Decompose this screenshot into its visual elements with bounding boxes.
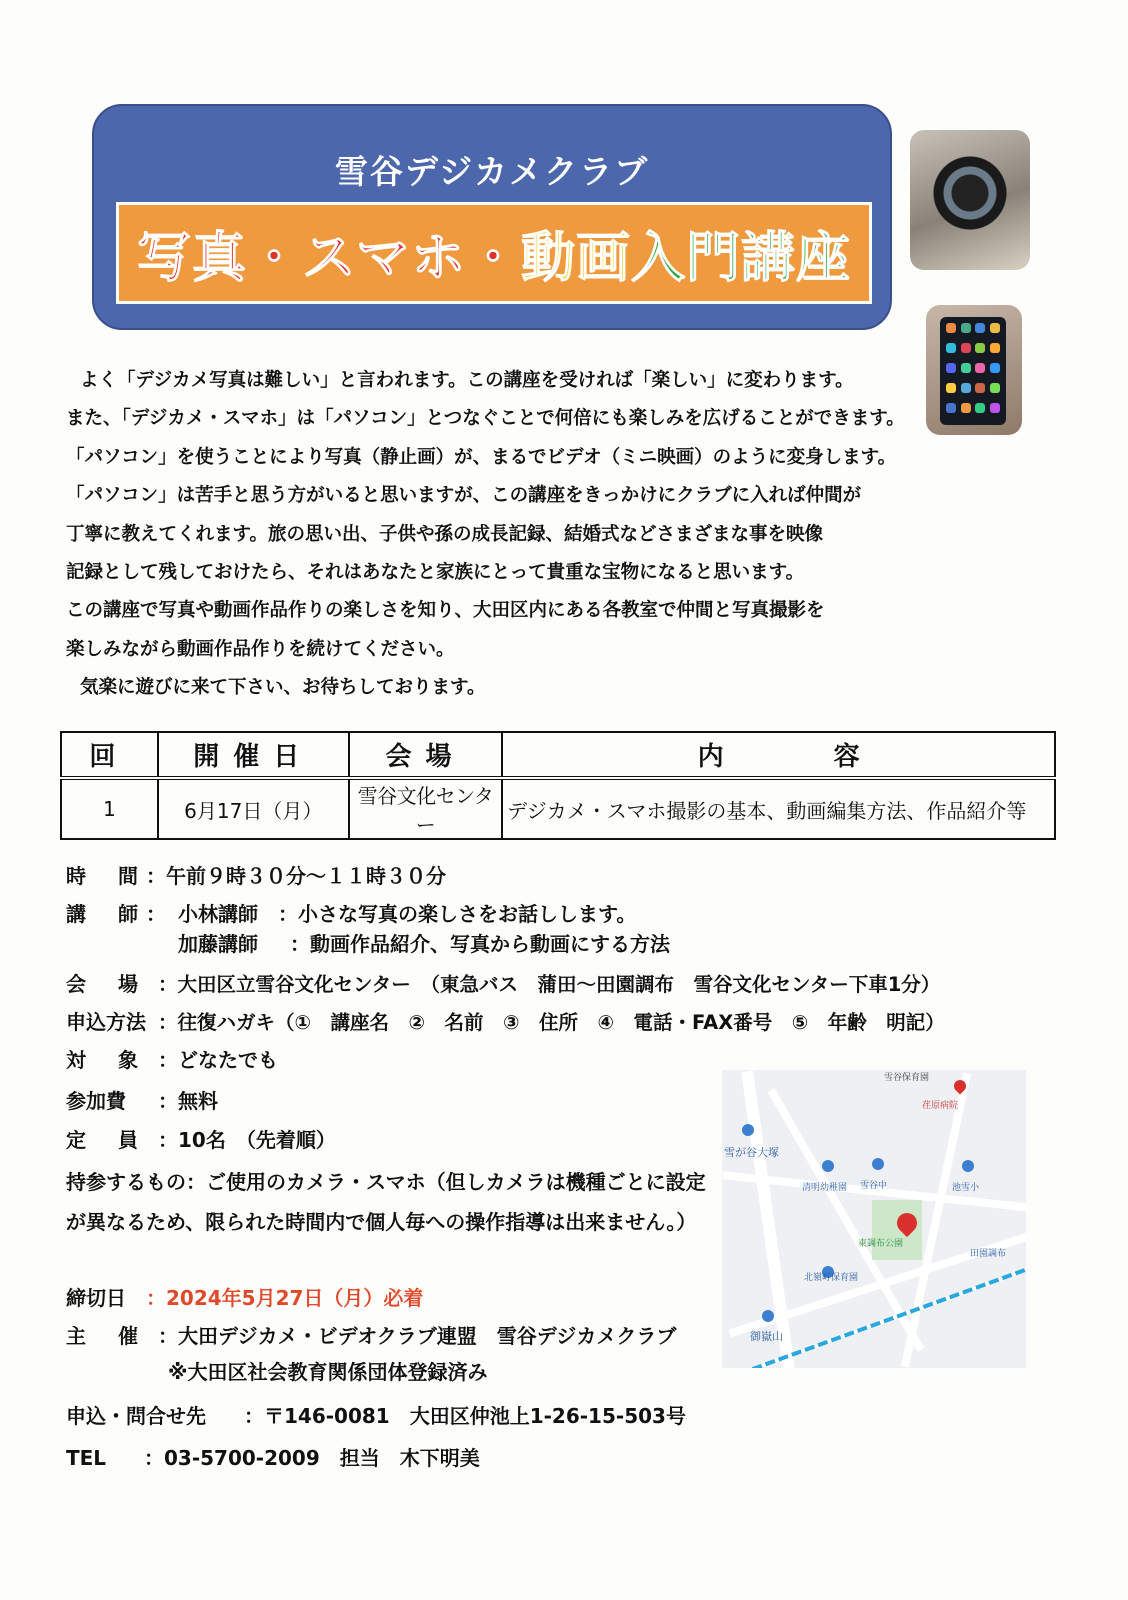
tel-row: TEL ：03-5700-2009 担当 木下明美 xyxy=(66,1446,480,1470)
schedule-table xyxy=(60,731,1056,840)
cell-content: デジカメ・スマホ撮影の基本、動画編集方法、作品紹介等 xyxy=(502,778,1055,839)
capacity-row: 定 員 ：10名 （先着順） xyxy=(66,1128,336,1152)
bring-row-2: が異なるため、限られた時間内で個人毎への操作指導は出来ません。） xyxy=(66,1210,697,1234)
station-icon xyxy=(742,1124,754,1136)
target-row: 対 象 ：どなたでも xyxy=(66,1048,278,1072)
station-icon xyxy=(762,1310,774,1322)
school-icon xyxy=(822,1160,834,1172)
venue-map: 雪谷保育園 荏原病院 雪が谷大塚 清明幼稚園 雪谷中 池雪小 東調布公園 北嶺町保育園 田園調布 御嶽山 xyxy=(722,1070,1026,1368)
instructor-row-1: 講 師 ： 小林講師 ：小さな写真の楽しさをお話しします。 xyxy=(66,902,637,926)
school-icon xyxy=(872,1158,884,1170)
title-part-3: 入門講座 xyxy=(630,225,851,289)
header-session: 回 xyxy=(61,732,158,778)
header-content: 内容 xyxy=(502,732,1055,778)
time-row: 時 間 ：午前９時３０分～１１時３０分 xyxy=(66,864,446,888)
header-date: 開催日 xyxy=(158,732,349,778)
title-part-2: 動画 xyxy=(520,225,631,289)
intro-line: 気楽に遊びに来て下さい、お待ちしております。 xyxy=(80,677,486,699)
intro-line: 楽しみながら動画作品作りを続けてください。 xyxy=(66,638,455,660)
title-part-1: 写真・スマホ・ xyxy=(137,225,521,289)
course-title xyxy=(116,202,872,304)
intro-line: この講座で写真や動画作品作りの楽しさを知り、大田区内にある各教室で仲間と写真撮影を xyxy=(66,600,825,622)
park-area xyxy=(872,1200,922,1260)
intro-line: また、「デジカメ・スマホ」は「パソコン」とつなぐことで何倍にも楽しみを広げることができます。 xyxy=(66,408,905,430)
table-header-row xyxy=(61,732,1055,778)
venue-row: 会 場 ：大田区立雪谷文化センター （東急バス 蒲田～田園調布 雪谷文化センター下車1分） xyxy=(66,972,941,996)
header-venue: 会場 xyxy=(349,732,502,778)
table-row xyxy=(61,778,1055,839)
camera-photo xyxy=(910,130,1030,270)
intro-text xyxy=(66,362,966,708)
bring-row: 持参するもの：ご使用のカメラ・スマホ（但しカメラは機種ごとに設定 xyxy=(66,1170,706,1194)
intro-line: よく「デジカメ写真は難しい」と言われます。この講座を受ければ「楽しい」に変わります。 xyxy=(80,370,854,391)
apply-method-row: 申込方法 ：往復ハガキ（① 講座名 ② 名前 ③ 住所 ④ 電話・FAX番号 ⑤ 年齢 明記） xyxy=(66,1010,945,1034)
fee-row: 参加費 ：無料 xyxy=(66,1089,218,1113)
school-icon xyxy=(962,1160,974,1172)
intro-line: 「パソコン」を使うことにより写真（静止画）が、まるでビデオ（ミニ映画）のように変身します。 xyxy=(66,446,897,468)
intro-line: 「パソコン」は苦手と思う方がいると思いますが、この講座をきっかけにクラブに入れば仲間が xyxy=(66,485,862,507)
cell-session: 1 xyxy=(61,778,158,839)
organizer-row: 主 催 ：大田デジカメ・ビデオクラブ連盟 雪谷デジカメクラブ xyxy=(66,1324,677,1348)
cell-date: 6月17日（月） xyxy=(158,778,349,839)
deadline-row: 締切日 ：2024年5月27日（月）必着 xyxy=(66,1286,424,1310)
title-banner xyxy=(92,104,892,330)
organizer-note: ※大田区社会教育関係団体登録済み xyxy=(168,1360,488,1384)
cell-venue: 雪谷文化センター xyxy=(349,778,502,839)
intro-line: 丁寧に教えてくれます。旅の思い出、子供や孫の成長記録、結婚式などさまざまな事を映像 xyxy=(66,523,824,545)
club-name: 雪谷デジカメクラブ xyxy=(334,152,650,191)
deadline-date: 2024年5月27日（月）必着 xyxy=(166,1286,424,1310)
instructor-row-2: 加藤講師 ：動画作品紹介、写真から動画にする方法 xyxy=(178,932,670,956)
contact-row: 申込・問合せ先 ：〒146-0081 大田区仲池上1-26-15-503号 xyxy=(66,1404,686,1428)
intro-line: 記録として残しておけたら、それはあなたと家族にとって貴重な宝物になると思います。 xyxy=(66,562,805,584)
